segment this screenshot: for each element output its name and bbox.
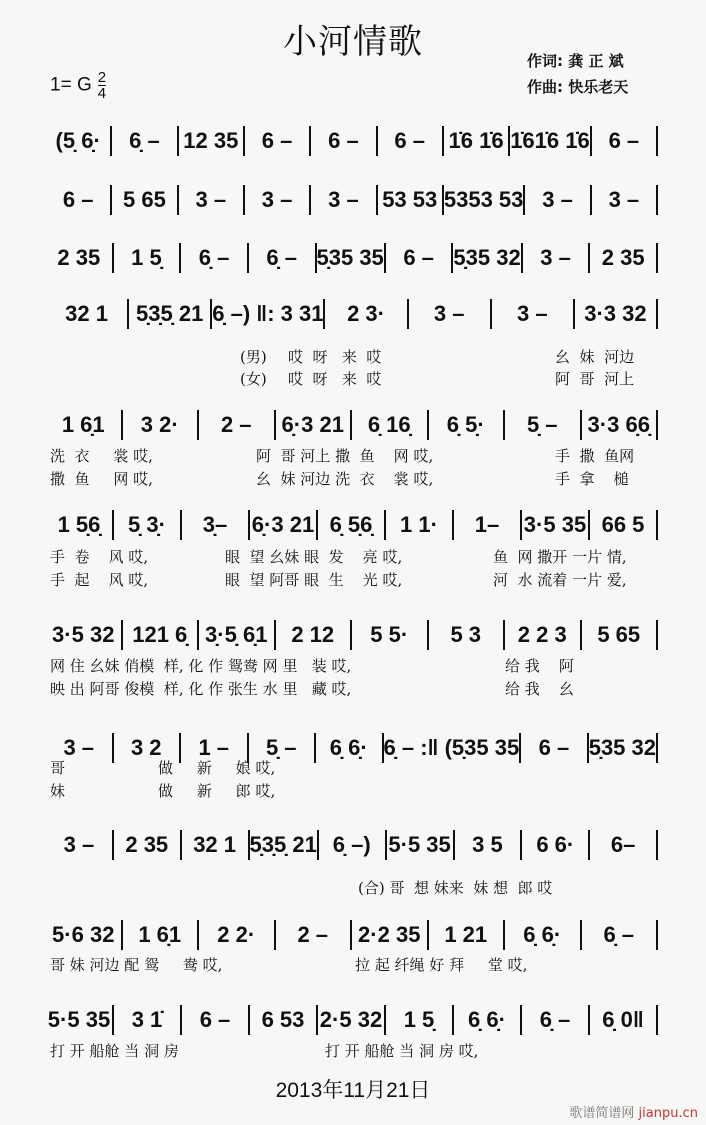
measure: 12 35 — [183, 128, 239, 153]
measure: 1 – — [198, 735, 230, 760]
measure: 3 – — [540, 245, 571, 270]
measure: 6̣ 6̣· — [329, 735, 368, 760]
score-line — [46, 184, 658, 216]
measure: 6̣ – — [539, 1007, 571, 1032]
measure: 3 – — [608, 187, 640, 212]
barline — [656, 185, 658, 215]
watermark-site: 歌谱简谱网 — [569, 1106, 635, 1121]
measure: 5̣3̣5̣ 21 — [136, 301, 204, 326]
measure: 2·5 32 — [319, 1007, 383, 1032]
barline — [656, 510, 658, 540]
measure: 1– — [474, 512, 500, 537]
measure: 3 – — [63, 735, 95, 760]
measure: 3̣– — [202, 512, 228, 537]
lyric: 阿 哥 河上 撒 鱼 网 哎, — [256, 447, 434, 465]
lyric: 做 新 郎 哎, — [158, 782, 276, 800]
score-line — [46, 919, 658, 951]
score-line — [46, 125, 658, 157]
measure: 1 21 — [444, 922, 488, 947]
measure: 6̣ – — [198, 245, 230, 270]
lyric: 拉 起 纤绳 好 拜 堂 哎, — [355, 956, 528, 974]
score-line — [46, 509, 658, 541]
measure: 6̣·3 21 — [281, 412, 344, 437]
measure: 1 6̣1 — [61, 412, 105, 437]
measure: 3 2 — [130, 735, 162, 760]
measure: 5 5· — [370, 622, 409, 647]
measure: 6̣ – — [129, 128, 160, 153]
composer-credit: 作曲: 快乐老天 — [527, 78, 629, 96]
score-line — [46, 409, 658, 441]
measure: 6 – — [403, 245, 434, 270]
time-top: 2 — [97, 69, 107, 86]
measure: 5 3 — [450, 622, 482, 647]
measure: 6 6· — [536, 832, 575, 857]
barline — [656, 830, 658, 860]
measure: 1 1· — [400, 512, 438, 537]
measure: 6̣ 16̣ — [367, 412, 411, 437]
measure: 3 – — [517, 301, 548, 326]
lyric: 手 卷 风 哎, — [50, 548, 149, 566]
barline — [656, 299, 658, 329]
measure: 5·6 32 — [52, 922, 115, 947]
measure: 2 35 — [125, 832, 169, 857]
measure: 3·3 6̣6̣ — [587, 412, 650, 437]
measure: 1 5̣ — [131, 245, 162, 270]
lyric: 眼 望 阿哥 眼 生 光 哎, — [225, 571, 403, 589]
lyric: 鱼 网 撒开 一片 情, — [493, 548, 627, 566]
measure: 3̣·5̣ 6̣1 — [205, 622, 268, 647]
measure: 3·5 35 — [523, 512, 587, 537]
measure: 3 5 — [472, 832, 503, 857]
measure: 5 65 — [123, 187, 166, 212]
measure: 3 2· — [140, 412, 179, 437]
measure: 3 – — [195, 187, 227, 212]
lyric: (男) — [240, 348, 267, 366]
measure: 3·3 32 — [584, 301, 647, 326]
measure: 3 – — [328, 187, 359, 212]
lyric: 幺 妹 河边 — [555, 348, 635, 366]
barline — [656, 920, 658, 950]
lyric: 做 新 娘 哎, — [158, 759, 276, 777]
lyric: (女) — [240, 370, 267, 388]
watermark-domain: jianpu.cn — [638, 1106, 698, 1121]
key-label: 1= G — [50, 74, 92, 96]
measure: 6̣ 5̣· — [446, 412, 485, 437]
measure: 66 5 — [601, 512, 645, 537]
measure: 6 – — [328, 128, 359, 153]
time-bottom: 4 — [97, 85, 107, 102]
measure: 5̣35 32 — [588, 735, 656, 760]
measure: 3 – — [63, 832, 95, 857]
barline — [656, 733, 658, 763]
measure: 2·2 35 — [358, 922, 421, 947]
score-line — [46, 1004, 658, 1036]
measure: 5·5 35 — [388, 832, 451, 857]
measure: 2 – — [220, 412, 252, 437]
measure: 6̣ – — [266, 245, 297, 270]
measure: 6 – — [261, 128, 293, 153]
measure: 2 3· — [347, 301, 385, 326]
measure: 3 – — [542, 187, 573, 212]
measure: 1̇6 1̇6 — [448, 128, 504, 153]
lyric: 手 起 风 哎, — [50, 571, 149, 589]
measure: 6 – — [394, 128, 426, 153]
measure: 2 12 — [291, 622, 335, 647]
measure: 2 2· — [217, 922, 256, 947]
lyric: 网 住 幺妹 俏模 样, 化 作 鸳鸯 网 里 装 哎, — [50, 657, 352, 675]
measure: 2 35 — [57, 245, 101, 270]
measure: 6 – — [538, 735, 570, 760]
measure: 5̣ 3̣· — [128, 512, 166, 537]
score-line — [46, 732, 658, 764]
measure: 3 – — [433, 301, 465, 326]
measure: 6̣·3 21 — [251, 512, 315, 537]
measure: 5̣3̣5̣ 21 — [249, 832, 317, 857]
watermark — [569, 1102, 698, 1121]
measure: 6̣ –) — [332, 832, 371, 857]
measure: 3 – — [261, 187, 293, 212]
lyric: 给 我 阿 — [505, 657, 574, 675]
measure: 6– — [610, 832, 636, 857]
measure: 5̣35 32 — [453, 245, 521, 270]
barline — [656, 126, 658, 156]
lyric: 河 水 流着 一片 爱, — [493, 571, 627, 589]
measure: 6̣ – — [603, 922, 635, 947]
measure: 5̣ – — [265, 735, 297, 760]
song-title: 小河情歌 — [283, 22, 423, 62]
measure: 2 35 — [601, 245, 645, 270]
lyric: (合) 哥 想 妹来 妹 想 郎 哎 — [358, 879, 553, 897]
measure: 6 – — [608, 128, 640, 153]
lyric: 给 我 幺 — [505, 680, 574, 698]
score-line — [46, 298, 658, 330]
lyric: 打 开 船舱 当 洞 房 — [50, 1042, 179, 1060]
measure: 32 1 — [193, 832, 237, 857]
lyric: 眼 望 幺妹 眼 发 亮 哎, — [225, 548, 403, 566]
score-line — [46, 619, 658, 651]
score-line — [46, 829, 658, 861]
lyric: 哥 — [50, 759, 66, 777]
lyric: 阿 哥 河上 — [555, 370, 635, 388]
measure: 3·5 32 — [52, 622, 115, 647]
lyric: 哎 呀 来 哎 — [288, 348, 382, 366]
measure: 32 1 — [65, 301, 108, 326]
measure: 1 5̣ — [403, 1007, 435, 1032]
lyric: 哥 妹 河边 配 鸳 鸯 哎, — [50, 956, 223, 974]
lyric: 手 拿 槌 — [555, 470, 629, 488]
lyric: 打 开 船舱 当 洞 房 哎, — [325, 1042, 479, 1060]
lyric: 映 出 阿哥 俊模 样, 化 作 张生 水 里 藏 哎, — [50, 680, 352, 698]
key-signature — [50, 70, 106, 101]
date: 2013年11月21日 — [275, 1079, 431, 1102]
measure: 6 – — [199, 1007, 231, 1032]
measure: 6 53 — [261, 1007, 305, 1032]
lyricist-credit: 作词: 龚 正 斌 — [527, 52, 624, 70]
measure: 1 5̣6̣ — [57, 512, 101, 537]
lyric: 妹 — [50, 782, 66, 800]
measure: 5353 53 — [443, 187, 524, 212]
lyric: 洗 衣 裳 哎, — [50, 447, 153, 465]
measure: 6̣ 6̣· — [468, 1007, 506, 1032]
barline — [656, 1005, 658, 1035]
time-signature — [98, 70, 106, 101]
measure: 6̣ 5̣6̣ — [329, 512, 373, 537]
measure: 1 6̣1 — [138, 922, 182, 947]
measure: 5̣35 35 — [316, 245, 384, 270]
barline — [656, 620, 658, 650]
measure: 5 65 — [597, 622, 641, 647]
barline — [656, 410, 658, 440]
measure: 3 1̇ — [131, 1007, 163, 1032]
measure: 5·5 35 — [47, 1007, 111, 1032]
measure: 6̣ –) ‖: 3 31 — [212, 301, 324, 326]
measure: 5̣ – — [526, 412, 558, 437]
measure: 6 – — [62, 187, 94, 212]
measure: 6̣ – :‖ (5̣35 35 — [383, 735, 520, 760]
measure: 121 6̣ — [132, 622, 188, 647]
lyric: 幺 妹 河边 洗 衣 裳 哎, — [256, 470, 434, 488]
measure: 53 53 — [382, 187, 438, 212]
measure: 6̣ 0‖ — [602, 1007, 644, 1032]
measure: 2 2 3 — [517, 622, 567, 647]
lyric: 撒 鱼 网 哎, — [50, 470, 153, 488]
measure: 1̇61̇6 1̇6 — [510, 128, 590, 153]
measure: 2 – — [297, 922, 329, 947]
lyric: 手 撒 鱼网 — [555, 447, 635, 465]
barline — [656, 243, 658, 273]
measure: 6̣ 6̣· — [523, 922, 562, 947]
score-line — [46, 242, 658, 274]
measure: (5̣ 6̣· — [55, 128, 101, 153]
lyric: 哎 呀 来 哎 — [288, 370, 382, 388]
